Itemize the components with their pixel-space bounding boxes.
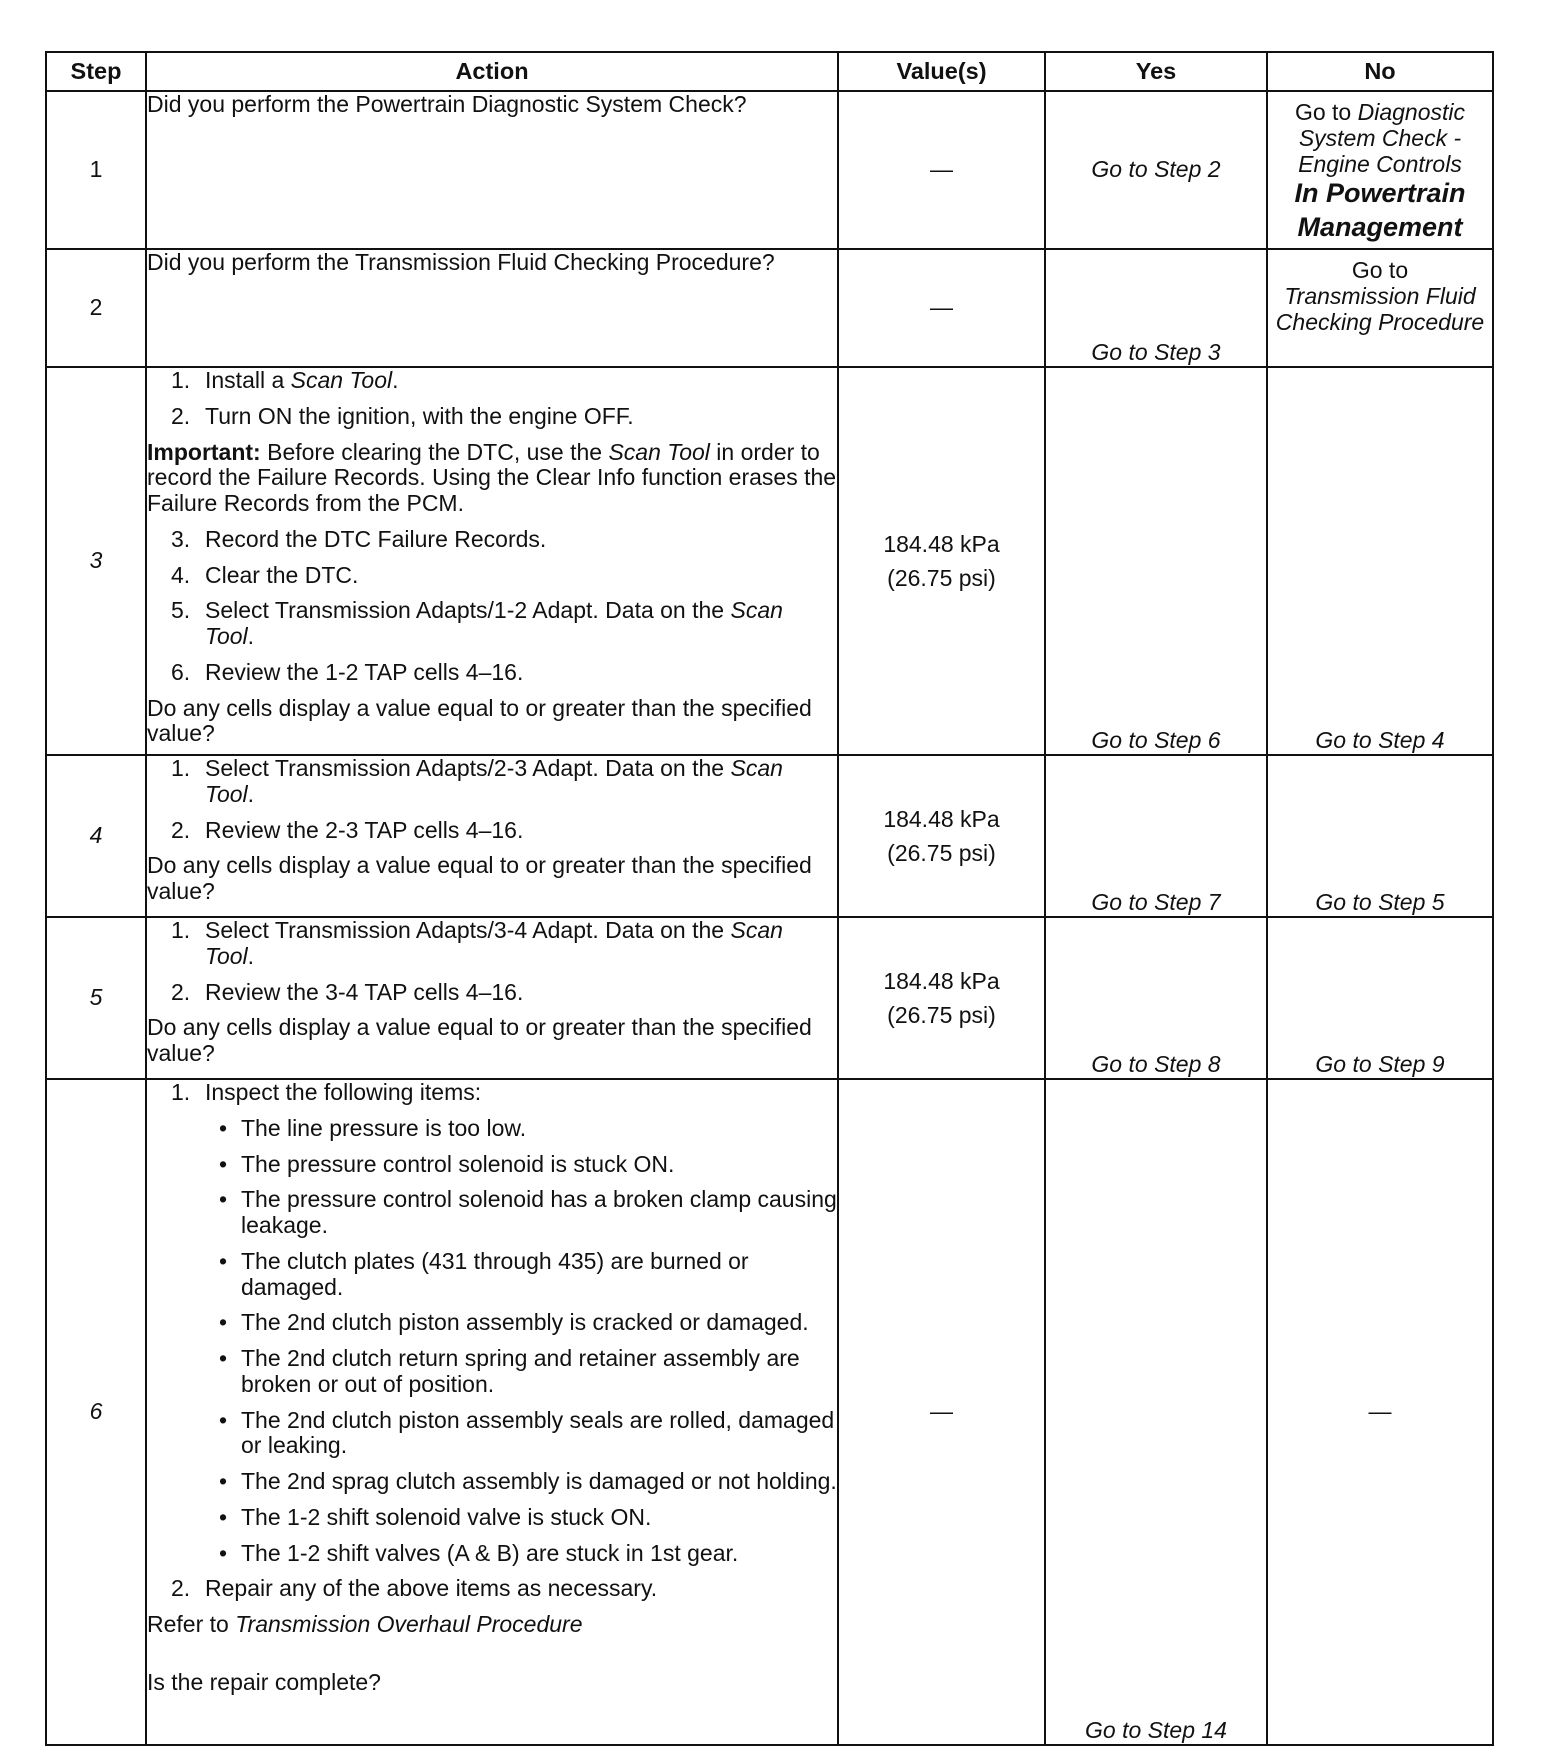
step-number: 3	[46, 367, 146, 755]
list-item: 1. Inspect the following items:	[171, 1079, 482, 1105]
no-cell	[1267, 249, 1493, 367]
list-item: 2. Review the 2-3 TAP cells 4–16.	[171, 816, 524, 843]
bullet-item: • The 2nd clutch return spring and retainer assembly are broken or out of position.	[219, 1345, 800, 1397]
yes-cell: Go to Step 7	[1045, 755, 1267, 917]
table-row	[46, 367, 1493, 755]
header-step: Step	[46, 52, 146, 91]
value-cell	[838, 91, 1045, 249]
action-text: Did you perform the Powertrain Diagnostic System Check?	[147, 91, 747, 117]
no-cell: —	[1267, 1079, 1493, 1745]
table-row	[46, 249, 1493, 367]
list-item: 4. Clear the DTC.	[171, 561, 359, 588]
question-text: Do any cells display a value equal to or greater than the specified value?	[147, 694, 812, 747]
question-text: Do any cells display a value equal to or greater than the specified value?	[147, 852, 812, 904]
table-row	[46, 917, 1493, 1079]
action-cell	[146, 917, 838, 1079]
bullet-item: • The 2nd clutch piston assembly seals are rolled, damaged or leaking.	[219, 1406, 835, 1459]
list-item: 1. Select Transmission Adapts/2-3 Adapt. Data on the Scan Tool.	[171, 755, 783, 807]
yes-cell: Go to Step 3	[1045, 249, 1267, 367]
step-number: 5	[46, 917, 146, 1079]
no-cell: Go to Step 4	[1267, 367, 1493, 755]
header-yes: Yes	[1045, 52, 1267, 91]
bullet-item: • The 1-2 shift solenoid valve is stuck ON.	[219, 1503, 652, 1530]
no-prefix: Go to	[1294, 99, 1358, 125]
no-link-text: Transmission Fluid Checking Procedure	[1275, 282, 1485, 335]
action-cell	[146, 91, 838, 249]
bullet-item: • The pressure control solenoid is stuck ON.	[219, 1150, 675, 1177]
value-dash: —	[930, 294, 953, 321]
list-item: 2. Turn ON the ignition, with the engine OFF.	[171, 402, 634, 429]
list-item: 5. Select Transmission Adapts/1-2 Adapt. Data on the Scan Tool.	[171, 597, 783, 649]
step-number: 1	[46, 91, 146, 249]
table-row	[46, 91, 1493, 249]
list-item: 3. Record the DTC Failure Records.	[171, 525, 547, 552]
value-cell	[838, 367, 1045, 755]
list-item: 2. Repair any of the above items as necessary.	[171, 1575, 658, 1602]
value-psi: (26.75 psi)	[887, 840, 996, 866]
no-cell: Go to Step 9	[1267, 917, 1493, 1079]
header-no: No	[1267, 52, 1493, 91]
header-row	[46, 52, 1493, 91]
yes-cell: Go to Step 2	[1045, 91, 1267, 249]
list-item: 1. Select Transmission Adapts/3-4 Adapt. Data on the Scan Tool.	[171, 917, 783, 969]
yes-cell: Go to Step 6	[1045, 367, 1267, 755]
diagnostic-table	[45, 51, 1494, 1746]
header-action: Action	[146, 52, 838, 91]
bullet-item: • The 1-2 shift valves (A & B) are stuck in 1st gear.	[219, 1539, 739, 1566]
action-cell	[146, 1079, 838, 1745]
yes-cell: Go to Step 14	[1045, 1079, 1267, 1745]
bullet-item: • The pressure control solenoid has a broken clamp causing leakage.	[219, 1186, 837, 1238]
table-row	[46, 755, 1493, 917]
value-cell	[838, 249, 1045, 367]
list-item: 2. Review the 3-4 TAP cells 4–16.	[171, 978, 524, 1005]
action-cell	[146, 367, 838, 755]
value-psi: (26.75 psi)	[887, 565, 996, 591]
bullet-item: • The 2nd sprag clutch assembly is damaged or not holding.	[219, 1468, 837, 1494]
step-number: 6	[46, 1079, 146, 1745]
no-link-text: Diagnostic System Check - Engine Controls	[1298, 99, 1466, 177]
value-kpa: 184.48 kPa	[883, 805, 1000, 832]
no-prefix: Go to	[1351, 257, 1409, 283]
value-psi: (26.75 psi)	[887, 1002, 996, 1028]
bullet-item: • The 2nd clutch piston assembly is cracked or damaged.	[219, 1309, 809, 1336]
no-cell	[1267, 91, 1493, 249]
step-number: 4	[46, 755, 146, 917]
value-cell	[838, 1079, 1045, 1745]
value-cell	[838, 755, 1045, 917]
no-bold-text: In Powertrain Management	[1294, 178, 1466, 242]
action-cell	[146, 249, 838, 367]
action-cell	[146, 755, 838, 917]
table-row	[46, 1079, 1493, 1745]
question-text: Is the repair complete?	[147, 1668, 381, 1695]
list-item: 6. Review the 1-2 TAP cells 4–16.	[171, 658, 524, 685]
header-values: Value(s)	[838, 52, 1045, 91]
value-kpa: 184.48 kPa	[883, 530, 1000, 557]
yes-cell: Go to Step 8	[1045, 917, 1267, 1079]
no-cell: Go to Step 5	[1267, 755, 1493, 917]
value-dash: —	[930, 1398, 953, 1425]
bullet-item: • The line pressure is too low.	[219, 1114, 527, 1141]
refer-text: Refer to Transmission Overhaul Procedure	[147, 1611, 583, 1637]
action-text: Did you perform the Transmission Fluid Checking Procedure?	[147, 249, 775, 275]
value-cell	[838, 917, 1045, 1079]
bullet-item: • The clutch plates (431 through 435) are burned or damaged.	[219, 1247, 749, 1300]
list-item: 1. Install a Scan Tool.	[171, 367, 399, 393]
value-dash: —	[930, 156, 953, 183]
question-text: Do any cells display a value equal to or greater than the specified value?	[147, 1014, 812, 1066]
step-number: 2	[46, 249, 146, 367]
important-note: Important: Before clearing the DTC, use the Scan Tool in order to record the Failure Records. Using the Clear Info function erases the Failure Records from the PCM.	[147, 438, 837, 516]
value-kpa: 184.48 kPa	[883, 967, 1000, 994]
